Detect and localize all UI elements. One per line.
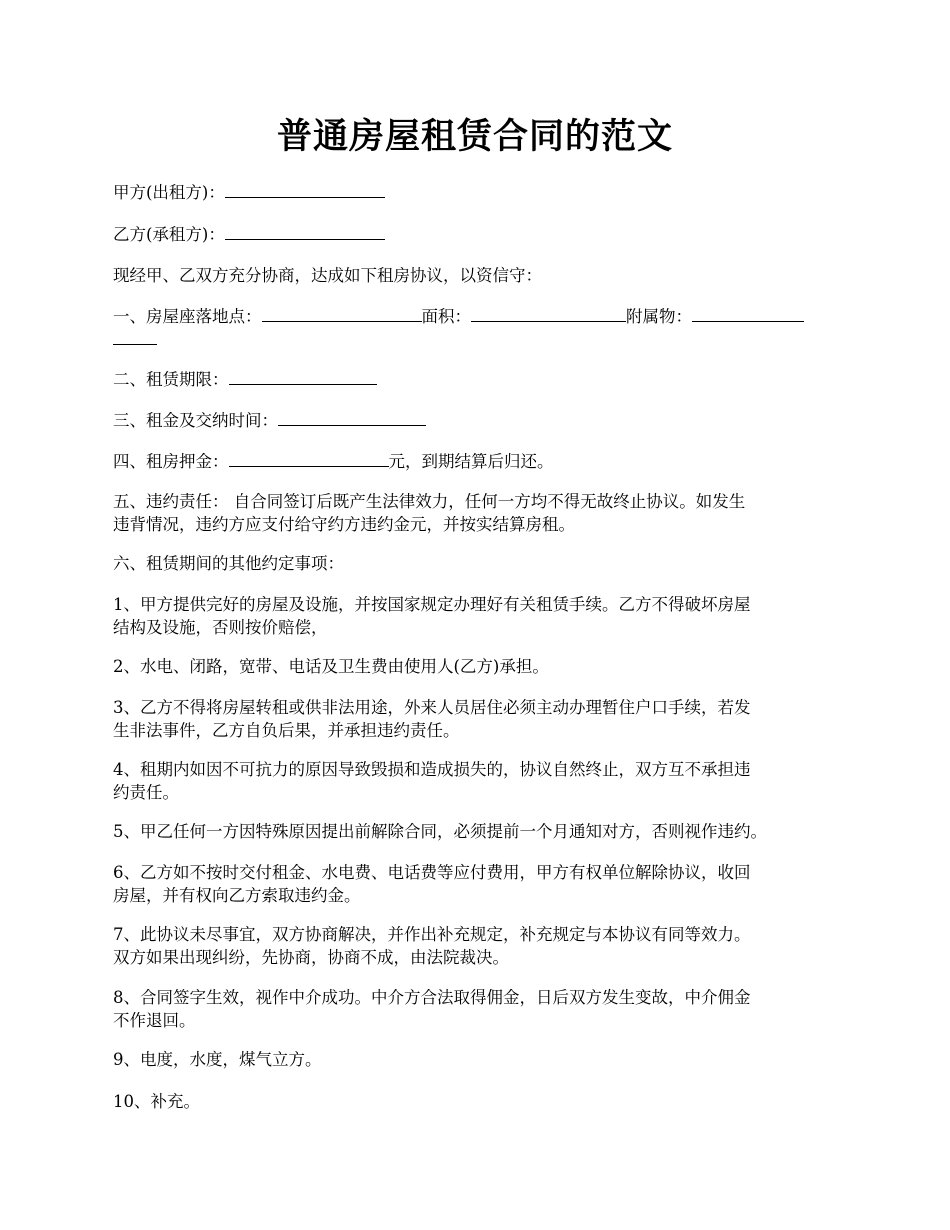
rent-blank	[278, 411, 426, 426]
clause6-line2: 房屋，并有权向乙方索取违约金。	[113, 886, 361, 905]
clause8-line1: 8、合同签字生效，视作中介成功。中介方合法取得佣金，日后双方发生变故，中介佣金	[113, 988, 751, 1007]
party-a-blank	[225, 183, 385, 198]
attachments-blank-continued	[113, 330, 157, 345]
item5-line1: 五、违约责任： 自合同签订后既产生法律效力，任何一方均不得无故终止协议。如发生	[113, 492, 746, 511]
party-a-label: 甲方(出租方)：	[113, 183, 225, 202]
party-b-blank	[225, 225, 385, 240]
location-blank	[262, 307, 422, 322]
clause7-paragraph	[113, 923, 840, 969]
clause3-line1: 3、乙方不得将房屋转租或供非法用途，外来人员居住必须主动办理暂住户口手续，若发	[113, 698, 751, 717]
term-blank	[229, 370, 377, 385]
item3-label: 三、租金及交纳时间：	[113, 411, 278, 430]
clause1-line2: 结构及设施，否则按价赔偿，	[113, 618, 328, 637]
clause7-line2: 双方如果出现纠纷，先协商，协商不成，由法院裁决。	[113, 948, 509, 967]
clause8-line2: 不作退回。	[113, 1011, 196, 1030]
item1-attachments-label: 附属物：	[626, 307, 692, 326]
area-blank	[471, 307, 626, 322]
deposit-blank	[229, 452, 389, 467]
intro-paragraph: 现经甲、乙双方充分协商，达成如下租房协议，以资信守：	[113, 266, 542, 285]
clause2-paragraph: 2、水电、闭路，宽带、电话及卫生费由使用人(乙方)承担。	[113, 657, 549, 676]
document-title: 普通房屋租赁合同的范文	[276, 116, 673, 157]
item4-label: 四、租房押金：	[113, 452, 229, 471]
clause3-line2: 生非法事件，乙方自负后果，并承担违约责任。	[113, 721, 460, 740]
clause4-line2: 约责任。	[113, 783, 179, 802]
item5-line2: 违背情况，违约方应支付给守约方违约金元，并按实结算房租。	[113, 515, 575, 534]
item5-paragraph	[113, 490, 840, 536]
clause9-paragraph: 9、电度，水度，煤气立方。	[113, 1050, 322, 1069]
item6-heading: 六、租赁期间的其他约定事项：	[113, 554, 344, 573]
item1-line2	[113, 328, 840, 351]
attachments-blank	[692, 307, 804, 322]
item1-location-label: 一、房屋座落地点：	[113, 307, 262, 326]
item1-area-label: 面积：	[421, 307, 471, 326]
item4-suffix: 元，到期结算后归还。	[388, 452, 554, 471]
item1-paragraph	[113, 305, 840, 351]
clause10-paragraph: 10、补充。	[113, 1092, 200, 1111]
party-b-label: 乙方(承租方)：	[113, 225, 225, 244]
party-a-line	[113, 181, 840, 204]
clause4-paragraph	[113, 758, 840, 804]
clause1-line1: 1、甲方提供完好的房屋及设施，并按国家规定办理好有关租赁手续。乙方不得破坏房屋	[113, 595, 751, 614]
clause6-line1: 6、乙方如不按时交付租金、水电费、电话费等应付费用，甲方有权单位解除协议，收回	[113, 863, 751, 882]
item4-line	[113, 450, 840, 473]
clause1-paragraph	[113, 593, 840, 639]
clause4-line1: 4、租期内如因不可抗力的原因导致毁损和造成损失的，协议自然终止，双方互不承担违	[113, 760, 751, 779]
item1-line1	[113, 305, 840, 328]
item3-line	[113, 409, 840, 432]
item2-label: 二、租赁期限：	[113, 370, 229, 389]
clause3-paragraph	[113, 696, 840, 742]
clause8-paragraph	[113, 986, 840, 1032]
item2-line	[113, 368, 840, 391]
clause5-paragraph: 5、甲乙任何一方因特殊原因提出前解除合同，必须提前一个月通知对方，否则视作违约。	[113, 822, 767, 841]
clause7-line1: 7、此协议未尽事宜，双方协商解决，并作出补充规定，补充规定与本协议有同等效力。	[113, 925, 751, 944]
party-b-line	[113, 223, 840, 246]
clause6-paragraph	[113, 861, 840, 907]
